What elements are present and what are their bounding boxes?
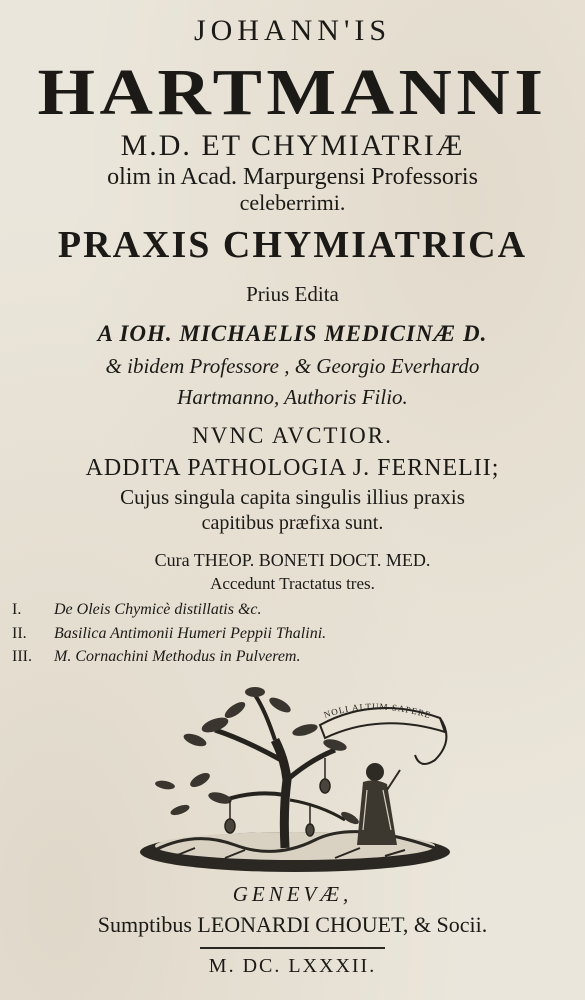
printers-device-woodcut [135, 680, 460, 875]
place-of-publication: GENEVÆ, [232, 882, 353, 906]
author-position: olim in Acad. Marpurgensi Professoris [107, 164, 478, 190]
motto-text: NOLI ALTUM SAPERE [322, 701, 433, 721]
treatise-title: M. Cornachini Methodus in Pulverem. [54, 648, 301, 665]
nunc-auctior: NVNC AVCTIOR. [192, 423, 393, 448]
ground-mound [140, 832, 450, 872]
editor-line-2: & ibidem Professore , & Georgio Everhardo [105, 354, 480, 378]
addita-pathologia: ADDITA PATHOLOGIA J. FERNELII; [85, 455, 500, 481]
divider-rule [200, 947, 385, 949]
treatise-number: I. [12, 601, 22, 618]
author-given-name: JOHANN'IS [193, 14, 392, 47]
treatise-item [12, 601, 262, 619]
scholar-figure [357, 763, 400, 845]
treatise-title: Basilica Antimonii Humeri Peppii Thalini. [54, 625, 327, 642]
treatise-title: De Oleis Chymicè distillatis &c. [54, 601, 262, 618]
motto-banner [320, 701, 446, 764]
publication-year: M. DC. LXXXII. [208, 955, 377, 977]
accedunt-line: Accedunt Tractatus tres. [210, 574, 375, 593]
cura-line: Cura THEOP. BONETI DOCT. MED. [154, 550, 431, 570]
treatise-number: III. [12, 648, 32, 665]
editor-line-3: Hartmanno, Authoris Filio. [177, 385, 408, 409]
author-surname: HARTMANNI [37, 56, 548, 129]
editor-line-1: A IOH. MICHAELIS MEDICINÆ D. [97, 321, 488, 346]
work-title: PRAXIS CHYMIATRICA [57, 224, 528, 266]
treatise-item [12, 648, 300, 666]
cujus-line-1: Cujus singula capita singulis illius praxis [120, 485, 465, 509]
publisher: Sumptibus LEONARDI CHOUET, & Socii. [97, 912, 488, 937]
treatise-number: II. [12, 625, 27, 642]
treatise-item [12, 625, 326, 643]
prius-edita: Prius Edita [246, 282, 339, 306]
author-epithet: celeberrimi. [239, 190, 346, 215]
cujus-line-2: capitibus præfixa sunt. [201, 512, 384, 534]
author-degree: M.D. ET CHYMIATRIÆ [120, 129, 465, 162]
